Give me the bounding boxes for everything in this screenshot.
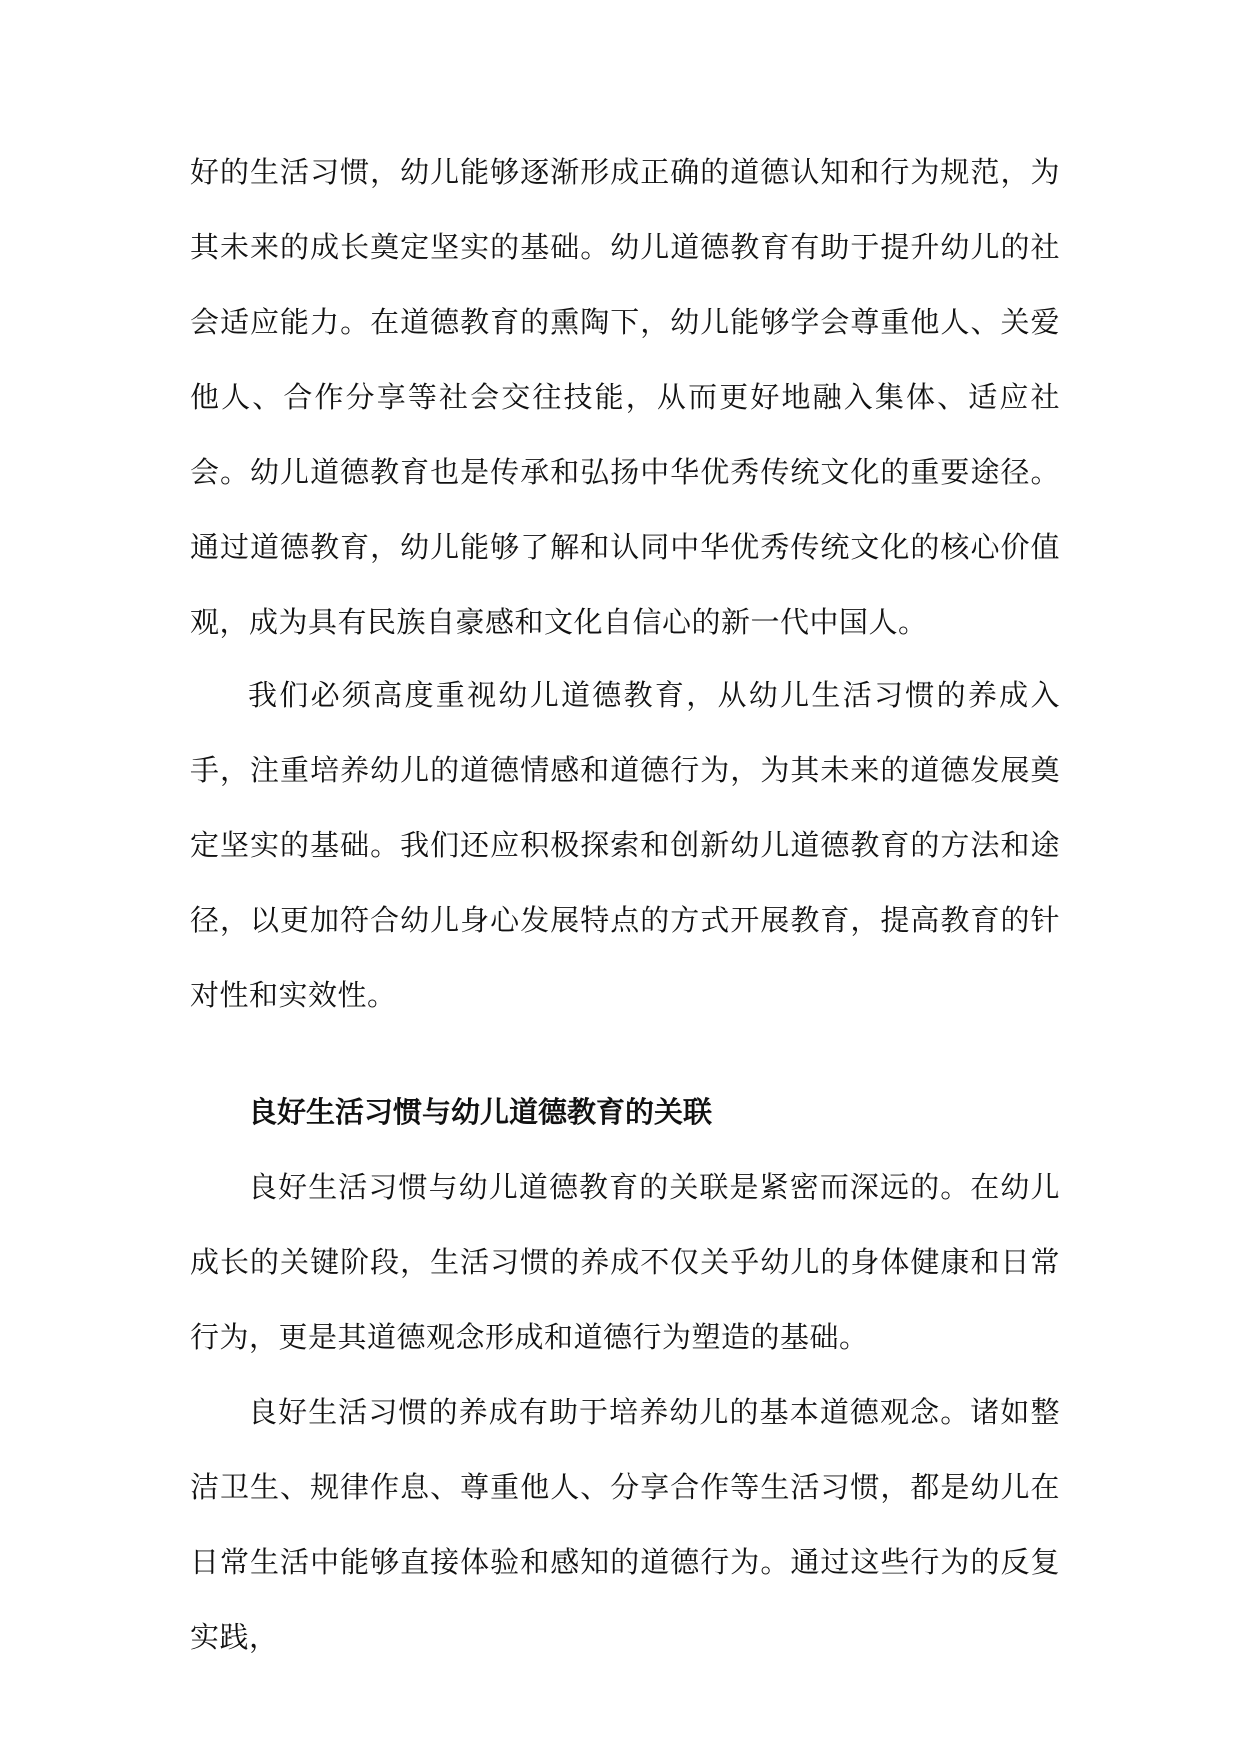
body-paragraph-continued: 好的生活习惯，幼儿能够逐渐形成正确的道德认知和行为规范，为其未来的成长奠定坚实的基础。幼儿道德教育有助于提升幼儿的社会适应能力。在道德教育的熏陶下，幼儿能够学会尊重他人、关爱他人、合作分享等社会交往技能，从而更好地融入集体、适应社会。幼儿道德教育也是传承和弘扬中华优秀传统文化的重要途径。通过道德教育，幼儿能够了解和认同中华优秀传统文化的核心价值观，成为具有民族自豪感和文化自信心的新一代中国人。 [190,155,1060,639]
section-heading: 良好生活习惯与幼儿道德教育的关联 [248,1095,713,1129]
body-paragraph: 良好生活习惯的养成有助于培养幼儿的基本道德观念。诸如整洁卫生、规律作息、尊重他人、分享合作等生活习惯，都是幼儿在日常生活中能够直接体验和感知的道德行为。通过这些行为的反复实践， [190,1395,1060,1654]
body-paragraph: 良好生活习惯与幼儿道德教育的关联是紧密而深远的。在幼儿成长的关键阶段，生活习惯的养成不仅关乎幼儿的身体健康和日常行为，更是其道德观念形成和道德行为塑造的基础。 [190,1170,1060,1354]
body-paragraph: 我们必须高度重视幼儿道德教育，从幼儿生活习惯的养成入手，注重培养幼儿的道德情感和道德行为，为其未来的道德发展奠定坚实的基础。我们还应积极探索和创新幼儿道德教育的方法和途径，以更加符合幼儿身心发展特点的方式开展教育，提高教育的针对性和实效性。 [190,678,1060,1012]
